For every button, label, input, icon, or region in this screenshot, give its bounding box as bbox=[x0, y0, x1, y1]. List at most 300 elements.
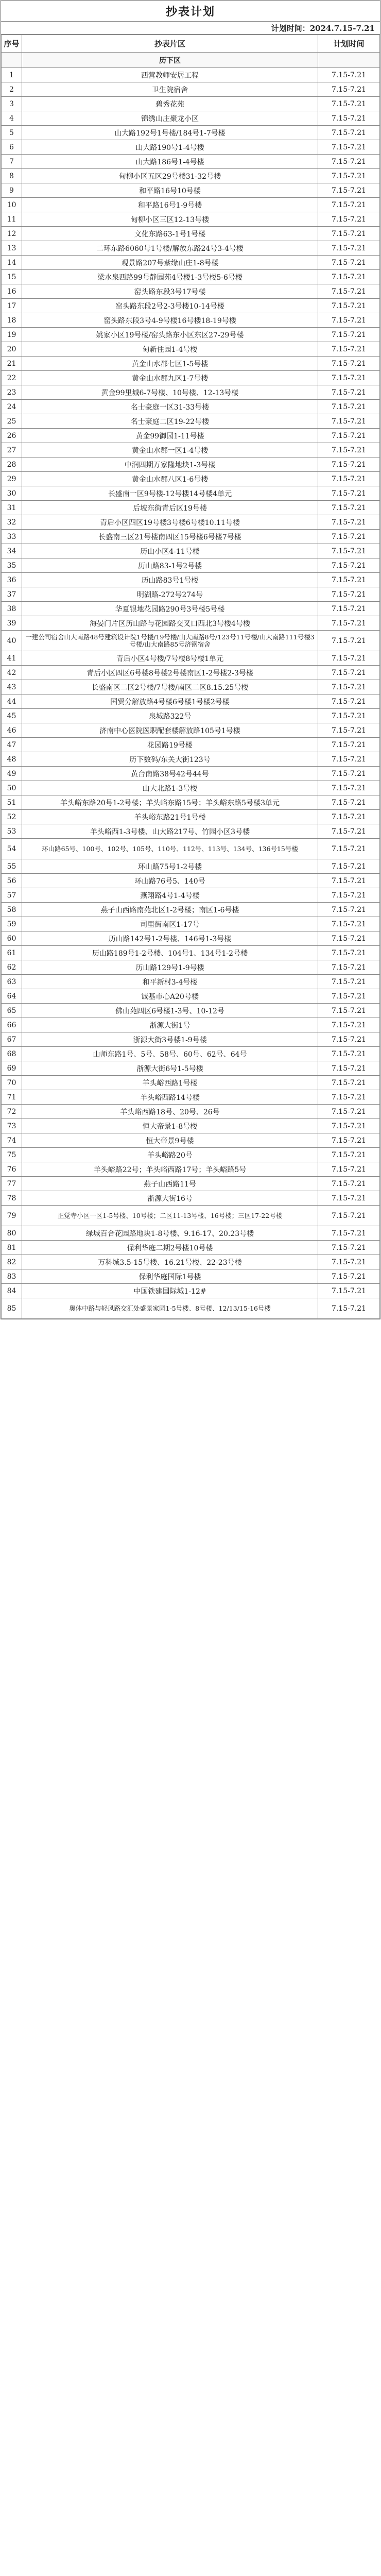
row-area: 万科城3.5-15号楼、16.21号楼、22-23号楼 bbox=[22, 1255, 318, 1269]
table-row bbox=[2, 299, 380, 313]
table-row bbox=[2, 960, 380, 975]
row-time: 7.15-7.21 bbox=[318, 140, 380, 155]
row-area: 保利华庭国际1号楼 bbox=[22, 1269, 318, 1284]
row-area: 奥体中路与轻风路交汇处盛景家园1-5号楼、8号楼、12/13/15-16号楼 bbox=[22, 1298, 318, 1319]
table-row bbox=[2, 1162, 380, 1177]
table-row bbox=[2, 839, 380, 859]
row-no: 42 bbox=[2, 666, 22, 680]
row-area: 羊头峪西路1号楼 bbox=[22, 1076, 318, 1090]
row-area: 羊头峪西路14号楼 bbox=[22, 1090, 318, 1105]
row-time: 7.15-7.21 bbox=[318, 400, 380, 414]
row-area: 窑头路东段3号17号楼 bbox=[22, 284, 318, 299]
row-time: 7.15-7.21 bbox=[318, 1061, 380, 1076]
table-row bbox=[2, 183, 380, 198]
row-time: 7.15-7.21 bbox=[318, 198, 380, 212]
row-no: 7 bbox=[2, 155, 22, 169]
row-no: 81 bbox=[2, 1241, 22, 1255]
row-time: 7.15-7.21 bbox=[318, 486, 380, 501]
row-area: 名士豪庭二区19-22号楼 bbox=[22, 414, 318, 429]
row-time: 7.15-7.21 bbox=[318, 82, 380, 97]
table-row bbox=[2, 400, 380, 414]
row-time: 7.15-7.21 bbox=[318, 530, 380, 544]
row-no: 51 bbox=[2, 795, 22, 810]
row-no: 57 bbox=[2, 888, 22, 903]
row-time: 7.15-7.21 bbox=[318, 212, 380, 227]
row-area: 二环东路6060号1号楼/解放东路24号3-4号楼 bbox=[22, 241, 318, 256]
row-time: 7.15-7.21 bbox=[318, 227, 380, 241]
row-no: 85 bbox=[2, 1298, 22, 1319]
table-row bbox=[2, 169, 380, 183]
row-time: 7.15-7.21 bbox=[318, 1177, 380, 1191]
district-name: 历下区 bbox=[22, 53, 318, 68]
row-no: 33 bbox=[2, 530, 22, 544]
table-row bbox=[2, 1004, 380, 1018]
row-no: 77 bbox=[2, 1177, 22, 1191]
row-area: 浙源大街1号 bbox=[22, 1018, 318, 1032]
row-area: 黄金山水郡七区1-5号楼 bbox=[22, 357, 318, 371]
row-time: 7.15-7.21 bbox=[318, 1133, 380, 1148]
row-no: 46 bbox=[2, 723, 22, 738]
table-row bbox=[2, 1298, 380, 1319]
row-time: 7.15-7.21 bbox=[318, 1004, 380, 1018]
table-row bbox=[2, 227, 380, 241]
row-time: 7.15-7.21 bbox=[318, 558, 380, 573]
row-time: 7.15-7.21 bbox=[318, 371, 380, 385]
row-no: 62 bbox=[2, 960, 22, 975]
row-area: 历山路129号1-9号楼 bbox=[22, 960, 318, 975]
row-no: 23 bbox=[2, 385, 22, 400]
row-time: 7.15-7.21 bbox=[318, 960, 380, 975]
row-no: 20 bbox=[2, 342, 22, 357]
row-time: 7.15-7.21 bbox=[318, 385, 380, 400]
table-row bbox=[2, 385, 380, 400]
row-no: 32 bbox=[2, 515, 22, 530]
row-time: 7.15-7.21 bbox=[318, 270, 380, 284]
row-time: 7.15-7.21 bbox=[318, 917, 380, 931]
row-area: 甸柳小区五区29号楼31-32号楼 bbox=[22, 169, 318, 183]
table-row bbox=[2, 342, 380, 357]
row-time: 7.15-7.21 bbox=[318, 810, 380, 824]
row-time: 7.15-7.21 bbox=[318, 767, 380, 781]
row-time: 7.15-7.21 bbox=[318, 602, 380, 616]
row-area: 环山路65号、100号、102号、105号、110号、112号、113号、134号、136号15号楼 bbox=[22, 839, 318, 859]
row-area: 黄金99里城6-7号楼、10号楼、12-13号楼 bbox=[22, 385, 318, 400]
row-area: 文化东路63-1号1号楼 bbox=[22, 227, 318, 241]
row-area: 花园路19号楼 bbox=[22, 738, 318, 752]
row-area: 青后小区4号楼/7号楼8号楼1单元 bbox=[22, 651, 318, 666]
row-time: 7.15-7.21 bbox=[318, 457, 380, 472]
row-area: 姚家小区19号楼/窑头路东小区东区27-29号楼 bbox=[22, 328, 318, 342]
row-no: 16 bbox=[2, 284, 22, 299]
row-area: 和平路16号10号楼 bbox=[22, 183, 318, 198]
row-no: 30 bbox=[2, 486, 22, 501]
row-time: 7.15-7.21 bbox=[318, 1148, 380, 1162]
table-row bbox=[2, 946, 380, 960]
table-row bbox=[2, 1032, 380, 1047]
row-time: 7.15-7.21 bbox=[318, 1269, 380, 1284]
row-time: 7.15-7.21 bbox=[318, 1032, 380, 1047]
table-row bbox=[2, 558, 380, 573]
row-time: 7.15-7.21 bbox=[318, 429, 380, 443]
row-no: 83 bbox=[2, 1269, 22, 1284]
row-time: 7.15-7.21 bbox=[318, 1284, 380, 1298]
row-time: 7.15-7.21 bbox=[318, 1119, 380, 1133]
row-area: 佛山苑四区6号楼1-3号、10-12号 bbox=[22, 1004, 318, 1018]
row-area: 浙源大街3号楼1-9号楼 bbox=[22, 1032, 318, 1047]
row-area: 浙源大街6号1-5号楼 bbox=[22, 1061, 318, 1076]
row-no: 65 bbox=[2, 1004, 22, 1018]
row-no: 41 bbox=[2, 651, 22, 666]
row-time: 7.15-7.21 bbox=[318, 1226, 380, 1241]
plan-time-label: 计划时间：2024.7.15-7.21 bbox=[1, 22, 380, 35]
table-row bbox=[2, 859, 380, 874]
row-area: 梁水泉西路99号静园苑4号楼1-3号楼5-6号楼 bbox=[22, 270, 318, 284]
row-no: 67 bbox=[2, 1032, 22, 1047]
row-area: 诚基市心A20号楼 bbox=[22, 989, 318, 1004]
row-area: 甸柳小区三区12-13号楼 bbox=[22, 212, 318, 227]
table-row bbox=[2, 781, 380, 795]
row-time: 7.15-7.21 bbox=[318, 256, 380, 270]
row-area: 明湖路-272号274号 bbox=[22, 587, 318, 602]
row-time: 7.15-7.21 bbox=[318, 781, 380, 795]
table-row bbox=[2, 357, 380, 371]
table-row bbox=[2, 824, 380, 839]
table-row bbox=[2, 1177, 380, 1191]
row-area: 锦绣山庄聚龙小区 bbox=[22, 111, 318, 126]
row-time: 7.15-7.21 bbox=[318, 616, 380, 631]
table-row bbox=[2, 1133, 380, 1148]
row-no: 64 bbox=[2, 989, 22, 1004]
row-no: 63 bbox=[2, 975, 22, 989]
row-time: 7.15-7.21 bbox=[318, 1047, 380, 1061]
row-area: 黄台南路38号42号44号 bbox=[22, 767, 318, 781]
header-no: 序号 bbox=[2, 35, 22, 53]
row-area: 海晏门片区历山路与花园路交叉口西北3号楼4号楼 bbox=[22, 616, 318, 631]
row-no: 48 bbox=[2, 752, 22, 767]
row-no: 17 bbox=[2, 299, 22, 313]
row-area: 和平路16号1-9号楼 bbox=[22, 198, 318, 212]
row-no: 24 bbox=[2, 400, 22, 414]
row-no: 66 bbox=[2, 1018, 22, 1032]
row-time: 7.15-7.21 bbox=[318, 1191, 380, 1206]
row-no: 25 bbox=[2, 414, 22, 429]
table-row bbox=[2, 82, 380, 97]
table-row bbox=[2, 1061, 380, 1076]
table-row bbox=[2, 680, 380, 694]
row-area: 恒大帝景9号楼 bbox=[22, 1133, 318, 1148]
row-time: 7.15-7.21 bbox=[318, 1076, 380, 1090]
row-time: 7.15-7.21 bbox=[318, 694, 380, 709]
row-area: 山大北路1-3号楼 bbox=[22, 781, 318, 795]
row-time: 7.15-7.21 bbox=[318, 515, 380, 530]
row-area: 绿城百合花园路地块1-8号楼、9.16-17、20.23号楼 bbox=[22, 1226, 318, 1241]
row-no: 54 bbox=[2, 839, 22, 859]
row-area: 正觉寺小区一区1-5号楼、10号楼；二区11-13号楼、16号楼；三区17-22号楼 bbox=[22, 1206, 318, 1226]
table-row bbox=[2, 723, 380, 738]
row-time: 7.15-7.21 bbox=[318, 989, 380, 1004]
row-no: 5 bbox=[2, 126, 22, 140]
table-row bbox=[2, 1191, 380, 1206]
row-time: 7.15-7.21 bbox=[318, 111, 380, 126]
row-area: 中润四期万家隆地块1-3号楼 bbox=[22, 457, 318, 472]
row-no: 9 bbox=[2, 183, 22, 198]
table-row bbox=[2, 126, 380, 140]
row-area: 历山路142号1-2号楼、146号1-3号楼 bbox=[22, 931, 318, 946]
row-time: 7.15-7.21 bbox=[318, 1018, 380, 1032]
row-area: 燕子山西路11号 bbox=[22, 1177, 318, 1191]
table-row bbox=[2, 602, 380, 616]
row-time: 7.15-7.21 bbox=[318, 709, 380, 723]
row-area: 碧秀花苑 bbox=[22, 97, 318, 111]
row-area: 国贸分解放路4号楼6号楼1号楼2号楼 bbox=[22, 694, 318, 709]
row-area: 窑头路东段3号4-9号楼16号楼18-19号楼 bbox=[22, 313, 318, 328]
row-time: 7.15-7.21 bbox=[318, 631, 380, 651]
table-row bbox=[2, 414, 380, 429]
row-no: 29 bbox=[2, 472, 22, 486]
row-area: 历下数码/东关大街123号 bbox=[22, 752, 318, 767]
table-header-row bbox=[2, 35, 380, 53]
table-row bbox=[2, 501, 380, 515]
row-no: 6 bbox=[2, 140, 22, 155]
row-no: 8 bbox=[2, 169, 22, 183]
row-no: 1 bbox=[2, 68, 22, 82]
row-area: 一建公司宿舍山大南路48号建筑设计院1号楼/19号楼/山大南路8号/123号11号楼/山大南路111号楼3号楼/山大南路85号济钢宿舍 bbox=[22, 631, 318, 651]
table-row bbox=[2, 241, 380, 256]
row-no: 27 bbox=[2, 443, 22, 457]
page-title: 抄表计划 bbox=[1, 1, 380, 22]
row-no: 22 bbox=[2, 371, 22, 385]
table-row bbox=[2, 1105, 380, 1119]
table-row bbox=[2, 1226, 380, 1241]
row-no: 61 bbox=[2, 946, 22, 960]
table-row bbox=[2, 530, 380, 544]
row-time: 7.15-7.21 bbox=[318, 284, 380, 299]
row-time: 7.15-7.21 bbox=[318, 299, 380, 313]
row-time: 7.15-7.21 bbox=[318, 859, 380, 874]
row-no: 74 bbox=[2, 1133, 22, 1148]
table-row bbox=[2, 1076, 380, 1090]
district-time-cell bbox=[318, 53, 380, 68]
table-row bbox=[2, 256, 380, 270]
table-row bbox=[2, 429, 380, 443]
table-row bbox=[2, 443, 380, 457]
row-area: 浙源大街16号 bbox=[22, 1191, 318, 1206]
row-no: 39 bbox=[2, 616, 22, 631]
row-no: 21 bbox=[2, 357, 22, 371]
table-row bbox=[2, 666, 380, 680]
row-area: 羊头峪西1-3号楼、山大路217号、竹园小区3号楼 bbox=[22, 824, 318, 839]
row-no: 84 bbox=[2, 1284, 22, 1298]
table-row bbox=[2, 371, 380, 385]
row-time: 7.15-7.21 bbox=[318, 666, 380, 680]
row-area: 长盛南区二区2号楼/7号楼/南区二区8.15.25号楼 bbox=[22, 680, 318, 694]
row-no: 18 bbox=[2, 313, 22, 328]
row-no: 10 bbox=[2, 198, 22, 212]
row-time: 7.15-7.21 bbox=[318, 1090, 380, 1105]
row-no: 2 bbox=[2, 82, 22, 97]
row-area: 济南中心医院医职配套楼解放路105号1号楼 bbox=[22, 723, 318, 738]
row-no: 53 bbox=[2, 824, 22, 839]
row-time: 7.15-7.21 bbox=[318, 1298, 380, 1319]
row-no: 82 bbox=[2, 1255, 22, 1269]
district-no-cell bbox=[2, 53, 22, 68]
table-row bbox=[2, 1269, 380, 1284]
table-row bbox=[2, 888, 380, 903]
table-row bbox=[2, 810, 380, 824]
row-no: 43 bbox=[2, 680, 22, 694]
row-area: 长盛南一区9号楼-12号楼14号楼4单元 bbox=[22, 486, 318, 501]
row-time: 7.15-7.21 bbox=[318, 723, 380, 738]
row-no: 73 bbox=[2, 1119, 22, 1133]
row-area: 燕子山西路南苑北区1-2号楼；南区1-6号楼 bbox=[22, 903, 318, 917]
row-time: 7.15-7.21 bbox=[318, 472, 380, 486]
row-no: 75 bbox=[2, 1148, 22, 1162]
row-area: 黄金99御园1-11号楼 bbox=[22, 429, 318, 443]
row-area: 山师东路1号、5号、58号、60号、62号、64号 bbox=[22, 1047, 318, 1061]
table-row bbox=[2, 212, 380, 227]
row-area: 和平新村3-4号楼 bbox=[22, 975, 318, 989]
row-time: 7.15-7.21 bbox=[318, 313, 380, 328]
row-time: 7.15-7.21 bbox=[318, 544, 380, 558]
row-no: 40 bbox=[2, 631, 22, 651]
table-row bbox=[2, 68, 380, 82]
table-row bbox=[2, 917, 380, 931]
row-no: 45 bbox=[2, 709, 22, 723]
row-area: 历山路83号1号楼 bbox=[22, 573, 318, 587]
row-time: 7.15-7.21 bbox=[318, 874, 380, 888]
row-no: 4 bbox=[2, 111, 22, 126]
row-area: 羊头峪东路20号1-2号楼；羊头峪东路15号；羊头峪东路5号楼3单元 bbox=[22, 795, 318, 810]
row-no: 68 bbox=[2, 1047, 22, 1061]
plan-sheet bbox=[1, 0, 380, 1319]
row-no: 13 bbox=[2, 241, 22, 256]
row-area: 司里街南区1-17号 bbox=[22, 917, 318, 931]
row-area: 窑头路东段2号2-3号楼10-14号楼 bbox=[22, 299, 318, 313]
table-row bbox=[2, 616, 380, 631]
table-row bbox=[2, 457, 380, 472]
row-area: 山大路192号1号楼/184号1-7号楼 bbox=[22, 126, 318, 140]
row-area: 黄金山水郡九区1-7号楼 bbox=[22, 371, 318, 385]
table-row bbox=[2, 328, 380, 342]
row-no: 35 bbox=[2, 558, 22, 573]
row-area: 羊头峪路22号；羊头峪西路17号；羊头峪路5号 bbox=[22, 1162, 318, 1177]
row-time: 7.15-7.21 bbox=[318, 183, 380, 198]
row-no: 36 bbox=[2, 573, 22, 587]
row-area: 卫生院宿舍 bbox=[22, 82, 318, 97]
table-row bbox=[2, 140, 380, 155]
row-time: 7.15-7.21 bbox=[318, 169, 380, 183]
row-no: 49 bbox=[2, 767, 22, 781]
row-time: 7.15-7.21 bbox=[318, 1206, 380, 1226]
row-time: 7.15-7.21 bbox=[318, 328, 380, 342]
row-area: 青后小区四区19号楼3号楼6号楼10.11号楼 bbox=[22, 515, 318, 530]
row-area: 甸新住园1-4号楼 bbox=[22, 342, 318, 357]
row-time: 7.15-7.21 bbox=[318, 1162, 380, 1177]
row-time: 7.15-7.21 bbox=[318, 795, 380, 810]
table-row bbox=[2, 651, 380, 666]
row-area: 黄金山水郡八区1-6号楼 bbox=[22, 472, 318, 486]
table-row bbox=[2, 1241, 380, 1255]
row-time: 7.15-7.21 bbox=[318, 443, 380, 457]
row-no: 28 bbox=[2, 457, 22, 472]
row-area: 环山路75号1-2号楼 bbox=[22, 859, 318, 874]
row-area: 长盛南三区21号楼南四区15号楼6号楼7号楼 bbox=[22, 530, 318, 544]
row-time: 7.15-7.21 bbox=[318, 752, 380, 767]
table-row bbox=[2, 975, 380, 989]
row-time: 7.15-7.21 bbox=[318, 1105, 380, 1119]
table-row bbox=[2, 1206, 380, 1226]
row-no: 12 bbox=[2, 227, 22, 241]
district-row bbox=[2, 53, 380, 68]
table-row bbox=[2, 155, 380, 169]
row-no: 26 bbox=[2, 429, 22, 443]
row-area: 恒大帝景1-8号楼 bbox=[22, 1119, 318, 1133]
row-time: 7.15-7.21 bbox=[318, 587, 380, 602]
table-row bbox=[2, 903, 380, 917]
header-area: 抄表片区 bbox=[22, 35, 318, 53]
row-area: 历山小区4-11号楼 bbox=[22, 544, 318, 558]
row-no: 72 bbox=[2, 1105, 22, 1119]
row-time: 7.15-7.21 bbox=[318, 126, 380, 140]
table-row bbox=[2, 486, 380, 501]
row-time: 7.15-7.21 bbox=[318, 888, 380, 903]
row-time: 7.15-7.21 bbox=[318, 651, 380, 666]
row-no: 76 bbox=[2, 1162, 22, 1177]
row-time: 7.15-7.21 bbox=[318, 357, 380, 371]
row-area: 保利华庭二期2号楼10号楼 bbox=[22, 1241, 318, 1255]
row-time: 7.15-7.21 bbox=[318, 1255, 380, 1269]
plan-table bbox=[1, 35, 380, 1319]
table-row bbox=[2, 1018, 380, 1032]
row-time: 7.15-7.21 bbox=[318, 501, 380, 515]
table-row bbox=[2, 931, 380, 946]
row-no: 69 bbox=[2, 1061, 22, 1076]
row-time: 7.15-7.21 bbox=[318, 155, 380, 169]
table-row bbox=[2, 284, 380, 299]
row-area: 黄金山水郡一区1-4号楼 bbox=[22, 443, 318, 457]
row-no: 79 bbox=[2, 1206, 22, 1226]
row-area: 后坡东街青后区19号楼 bbox=[22, 501, 318, 515]
row-area: 华夏银地花园路290号3号楼5号楼 bbox=[22, 602, 318, 616]
row-no: 44 bbox=[2, 694, 22, 709]
row-time: 7.15-7.21 bbox=[318, 903, 380, 917]
table-row bbox=[2, 989, 380, 1004]
table-body bbox=[2, 53, 380, 1319]
row-area: 中国铁建国际城1-12# bbox=[22, 1284, 318, 1298]
table-row bbox=[2, 1047, 380, 1061]
row-no: 15 bbox=[2, 270, 22, 284]
row-area: 山大路190号1-4号楼 bbox=[22, 140, 318, 155]
row-no: 56 bbox=[2, 874, 22, 888]
row-area: 羊头峪西路18号、20号、26号 bbox=[22, 1105, 318, 1119]
table-row bbox=[2, 752, 380, 767]
row-area: 泉城路322号 bbox=[22, 709, 318, 723]
row-time: 7.15-7.21 bbox=[318, 839, 380, 859]
row-area: 历山路83-1号2号楼 bbox=[22, 558, 318, 573]
row-no: 80 bbox=[2, 1226, 22, 1241]
row-no: 31 bbox=[2, 501, 22, 515]
row-time: 7.15-7.21 bbox=[318, 573, 380, 587]
row-area: 西营教师安居工程 bbox=[22, 68, 318, 82]
row-area: 山大路186号1-4号楼 bbox=[22, 155, 318, 169]
row-no: 14 bbox=[2, 256, 22, 270]
table-row bbox=[2, 111, 380, 126]
row-time: 7.15-7.21 bbox=[318, 97, 380, 111]
row-time: 7.15-7.21 bbox=[318, 68, 380, 82]
row-time: 7.15-7.21 bbox=[318, 342, 380, 357]
table-row bbox=[2, 587, 380, 602]
table-row bbox=[2, 874, 380, 888]
